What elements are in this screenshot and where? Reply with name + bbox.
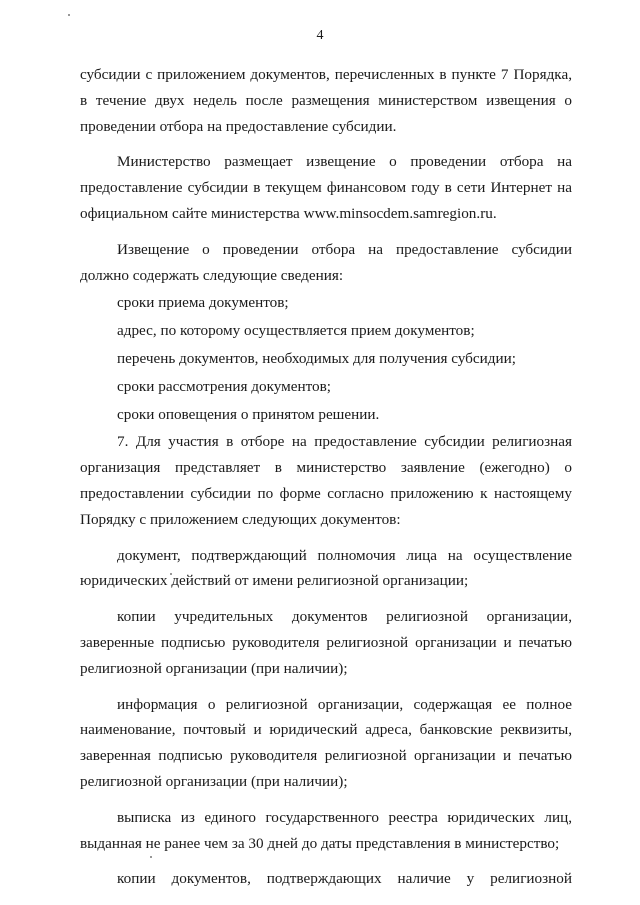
text-line: предоставление субсидии в текущем финансовом году в сети Интернет на	[80, 179, 572, 197]
text-line: 7. Для участия в отборе на предоставление субсидии религиозная	[117, 433, 572, 451]
text-line: информация о религиозной организации, содержащая ее полное	[117, 695, 572, 713]
text-line: юридических действий от имени религиозной организации;	[80, 572, 469, 590]
text-line: Порядку с приложением следующих документов:	[80, 510, 401, 528]
text-line: выписка из единого государственного реестра юридических лиц,	[117, 808, 572, 826]
document-body	[80, 62, 572, 892]
text-line: в течение двух недель после размещения министерством извещения о	[80, 91, 572, 109]
text-line: проведении отбора на предоставление субсидии.	[80, 117, 397, 135]
scan-speck	[68, 14, 70, 16]
paragraph-registry-extract	[80, 805, 572, 857]
paragraph-notice-contents	[80, 237, 572, 289]
text-line: копии учредительных документов религиозной организации,	[117, 608, 572, 626]
list-item: сроки приема документов;	[117, 294, 289, 312]
text-line: наименование, почтовый и юридический адреса, банковские реквизиты,	[80, 721, 572, 739]
text-line: должно содержать следующие сведения:	[80, 266, 344, 284]
text-line: заверенные подписью руководителя религиозной организации и печатью	[80, 633, 572, 651]
text-line: субсидии с приложением документов, перечисленных в пункте 7 Порядка,	[80, 66, 572, 83]
paragraph-ministry-notice	[80, 149, 572, 226]
text-line: официальном сайте министерства www.minsocdem.samregion.ru.	[80, 204, 497, 222]
text-line: Извещение о проведении отбора на предоставление субсидии	[117, 240, 572, 258]
list-item: перечень документов, необходимых для получения субсидии;	[117, 349, 516, 367]
list-item: сроки рассмотрения документов;	[117, 377, 332, 395]
paragraph-submission-deadline	[80, 62, 572, 139]
paragraph-organization-info	[80, 692, 572, 795]
text-line: копии документов, подтверждающих наличие у религиозной	[117, 870, 572, 888]
text-line: заверенная подписью руководителя религиозной организации и печатью	[80, 747, 572, 765]
paragraph-authority-document	[80, 543, 572, 595]
text-line: религиозной организации (при наличии);	[80, 659, 348, 677]
text-line: Министерство размещает извещение о проведении отбора на	[117, 153, 572, 171]
paragraph-document-copies	[80, 866, 572, 892]
text-line: документ, подтверждающий полномочия лица на осуществление	[117, 546, 572, 564]
text-line: организация представляет в министерство заявление (ежегодно) о	[80, 459, 572, 477]
paragraph-founding-documents	[80, 604, 572, 681]
list-item: адрес, по которому осуществляется прием документов;	[117, 322, 475, 340]
text-line: предоставлении субсидии по форме согласно приложению к настоящему	[80, 484, 572, 502]
text-line: выданная не ранее чем за 30 дней до даты представления в министерство;	[80, 834, 560, 852]
text-line: религиозной организации (при наличии);	[80, 772, 348, 790]
paragraph-section-7	[80, 429, 572, 532]
list-item: сроки оповещения о принятом решении.	[117, 405, 380, 423]
page-number: 4	[316, 28, 324, 43]
